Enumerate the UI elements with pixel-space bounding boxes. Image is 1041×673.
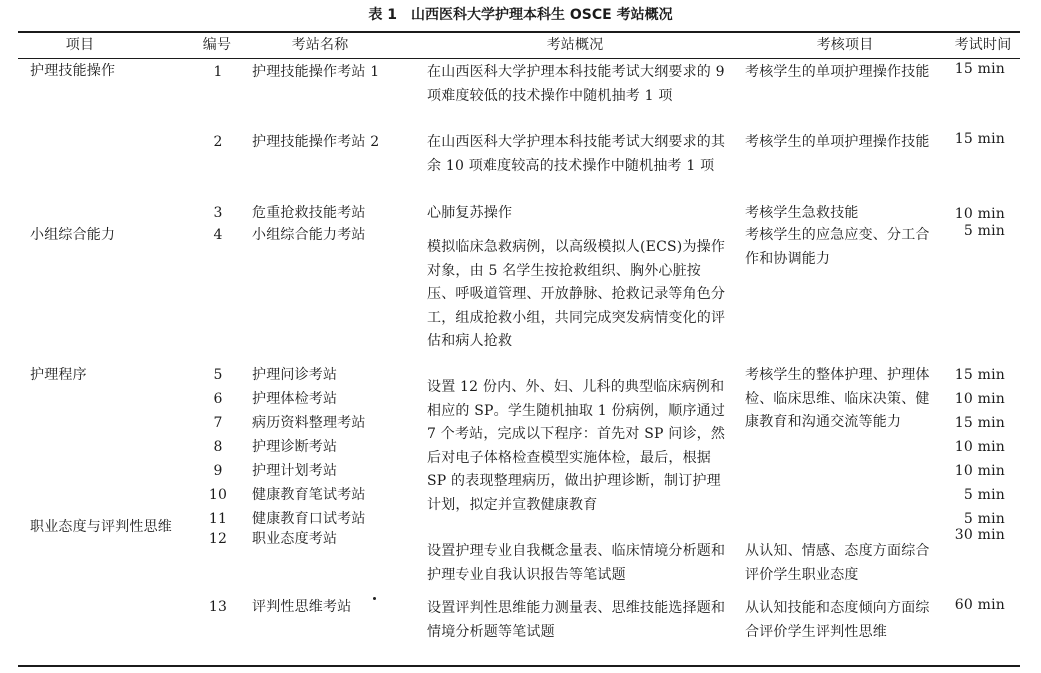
- overview-cell: 在山西医科大学护理本科技能考试大纲要求的其余 10 项难度较高的技术操作中随机抽考 1 项: [427, 134, 726, 174]
- station-name: 评判性思维考站: [252, 599, 352, 615]
- exam-time: 5 min: [963, 223, 1005, 239]
- exam-time: 30 min: [954, 527, 1005, 543]
- station-name: 护理体检考站: [252, 391, 338, 407]
- overview-cell: 设置护理专业自我概念量表、临床情境分析题和护理专业自我认识报告等笔试题: [427, 543, 726, 583]
- station-no: 8: [213, 439, 223, 455]
- assessment-cell: 考核学生的整体护理、护理体检、临床思维、临床决策、健康教育和沟通交流等能力: [745, 367, 930, 430]
- exam-time: 15 min: [954, 61, 1005, 77]
- item-attitude: 职业态度与评判性思维: [30, 519, 172, 535]
- header-station: 考站名称: [291, 37, 349, 53]
- overview-cell: 设置评判性思维能力测量表、思维技能选择题和情境分析题等笔试题: [427, 600, 726, 640]
- header-assessment: 考核项目: [816, 37, 874, 53]
- station-name: 职业态度考站: [252, 531, 338, 547]
- exam-time: 15 min: [954, 131, 1005, 147]
- station-name: 危重抢救技能考站: [252, 205, 366, 221]
- table-title: 山西医科大学护理本科生 OSCE 考站概况: [411, 7, 673, 23]
- header-time: 考试时间: [954, 37, 1012, 53]
- assessment-cell: 从认知、情感、态度方面综合评价学生职业态度: [745, 543, 930, 583]
- exam-time: 15 min: [954, 367, 1005, 383]
- table-caption: [0, 4, 1041, 24]
- station-name: 健康教育口试考站: [252, 511, 366, 527]
- station-no: 10: [208, 487, 228, 503]
- bottom-rule: [18, 665, 1020, 667]
- station-name: 护理诊断考站: [252, 439, 338, 455]
- assessment-cell: 考核学生的单项护理操作技能: [745, 134, 930, 150]
- item-skills: 护理技能操作: [30, 63, 116, 79]
- exam-time: 10 min: [954, 206, 1005, 222]
- exam-time: 10 min: [954, 463, 1005, 479]
- exam-time: 10 min: [954, 439, 1005, 455]
- table-number: 表 1: [368, 7, 398, 23]
- station-name: 病历资料整理考站: [252, 415, 366, 431]
- station-no: 4: [213, 227, 223, 243]
- overview-cell: 设置 12 份内、外、妇、儿科的典型临床病例和相应的 SP。学生随机抽取 1 份病例，顺序通过 7 个考站，完成以下程序：首先对 SP 问诊，然后对电子体格检查模型实施体检，最后，根据 SP 的表现整理病历，做出护理诊断，制订护理计划，拟定并宣教健康教育: [427, 379, 726, 513]
- item-team: 小组综合能力: [30, 227, 116, 243]
- station-name: 护理计划考站: [252, 463, 338, 479]
- station-no: 12: [208, 531, 228, 547]
- header-no: 编号: [202, 37, 232, 53]
- station-name: 小组综合能力考站: [252, 227, 366, 243]
- assessment-cell: 考核学生的应急应变、分工合作和协调能力: [745, 227, 930, 267]
- station-no: 5: [213, 367, 223, 383]
- station-name: 护理技能操作考站 2: [252, 134, 380, 150]
- station-no: 13: [208, 599, 228, 615]
- exam-time: 60 min: [954, 597, 1005, 613]
- stray-mark: [373, 597, 376, 600]
- station-no: 3: [213, 205, 223, 221]
- assessment-cell: 考核学生急救技能: [745, 205, 859, 221]
- station-no: 9: [213, 463, 223, 479]
- station-no: 2: [213, 134, 223, 150]
- overview-cell: 心肺复苏操作: [427, 205, 513, 221]
- station-name: 护理问诊考站: [252, 367, 338, 383]
- overview-cell: 模拟临床急救病例，以高级模拟人(ECS)为操作对象，由 5 名学生按抢救组织、胸外心脏按压、呼吸道管理、开放静脉、抢救记录等角色分工，组成抢救小组，共同完成突发病情变化的评估和病人抢救: [427, 239, 726, 349]
- station-no: 11: [208, 511, 228, 527]
- station-no: 6: [213, 391, 223, 407]
- top-rule: [18, 31, 1020, 33]
- station-no: 7: [213, 415, 223, 431]
- header-rule: [18, 58, 1020, 59]
- exam-time: 15 min: [954, 415, 1005, 431]
- overview-cell: 在山西医科大学护理本科技能考试大纲要求的 9 项难度较低的技术操作中随机抽考 1 项: [427, 64, 725, 104]
- station-no: 1: [213, 64, 223, 80]
- exam-time: 5 min: [963, 487, 1005, 503]
- item-process: 护理程序: [30, 367, 87, 383]
- assessment-cell: 从认知技能和态度倾向方面综合评价学生评判性思维: [745, 600, 930, 640]
- assessment-cell: 考核学生的单项护理操作技能: [745, 64, 930, 80]
- header-overview: 考站概况: [546, 37, 604, 53]
- station-name: 健康教育笔试考站: [252, 487, 366, 503]
- header-item: 项目: [65, 37, 95, 53]
- station-name: 护理技能操作考站 1: [252, 64, 380, 80]
- exam-time: 10 min: [954, 391, 1005, 407]
- exam-time: 5 min: [963, 511, 1005, 527]
